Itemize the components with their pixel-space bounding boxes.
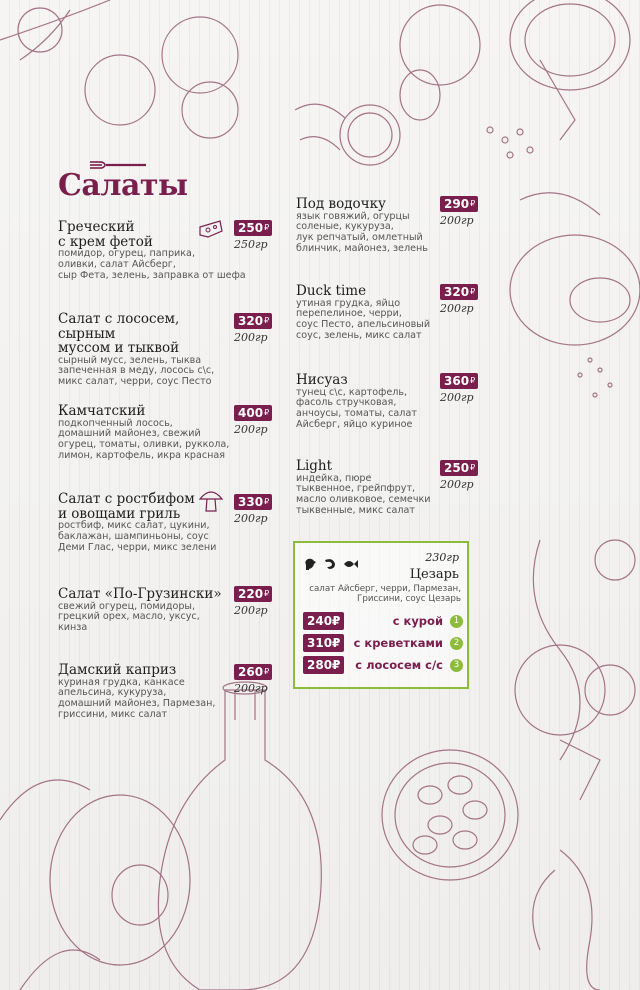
- caesar-option: [303, 656, 463, 674]
- item-name: Греческий с крем фетой: [58, 219, 153, 250]
- item-description: куриная грудка, канкасе апельсина, кукуруза, домашний майонез, Пармезан, гриссини, микс салат: [58, 676, 216, 720]
- item-weight: 200гр: [234, 682, 268, 695]
- currency-sign: ₽: [264, 589, 270, 598]
- currency-sign: ₽: [470, 376, 476, 385]
- price-badge: [440, 196, 478, 212]
- fish-icon: [343, 557, 359, 571]
- item-name: Под водочку: [296, 196, 386, 212]
- price-badge: [234, 494, 272, 510]
- currency-sign: ₽: [264, 497, 270, 506]
- item-description: тунец с\с, картофель, фасоль стручковая, анчоусы, томаты, салат Айсберг, яйцо куриное: [296, 386, 417, 430]
- item-description: язык говяжий, огурцы соленые, кукуруза, лук репчатый, омлетный блинчик, майонез, зелень: [296, 210, 428, 254]
- menu-item: [296, 284, 441, 342]
- currency-sign: ₽: [470, 287, 476, 296]
- item-weight: 200гр: [440, 214, 474, 227]
- price-badge: [234, 586, 272, 602]
- price-value: 260: [238, 665, 264, 679]
- item-description: свежий огурец, помидоры, грецкий орех, масло, уксус, кинза: [58, 600, 200, 634]
- option-price: 280₽: [303, 656, 344, 674]
- price-badge: [234, 664, 272, 680]
- option-number-badge: 2: [450, 637, 463, 650]
- currency-sign: ₽: [264, 223, 270, 232]
- item-weight: 200гр: [234, 604, 268, 617]
- option-number-badge: 3: [450, 659, 463, 672]
- price-value: 250: [238, 221, 264, 235]
- caesar-name: Цезарь: [409, 567, 459, 582]
- menu-item: [58, 663, 238, 721]
- price-value: 290: [444, 197, 470, 211]
- price-badge: [440, 284, 478, 300]
- option-price: 240₽: [303, 612, 344, 630]
- price-value: 400: [238, 406, 264, 420]
- option-price: 310₽: [303, 634, 344, 652]
- item-weight: 200гр: [440, 302, 474, 315]
- price-value: 220: [238, 587, 264, 601]
- mushroom-icon: [197, 487, 225, 513]
- protein-icons: [303, 557, 359, 571]
- menu-item: [58, 404, 238, 462]
- chicken-icon: [303, 557, 317, 571]
- currency-sign: ₽: [470, 463, 476, 472]
- caesar-description: салат Айсберг, черри, Пармезан, Гриссини, соус Цезарь: [309, 584, 461, 604]
- caesar-option: [303, 612, 463, 630]
- option-label: с курой: [392, 614, 443, 628]
- item-weight: 200гр: [440, 391, 474, 404]
- currency-sign: ₽: [264, 408, 270, 417]
- item-weight: 250гр: [234, 238, 268, 251]
- currency-sign: ₽: [264, 667, 270, 676]
- shrimp-icon: [323, 557, 337, 571]
- menu-item: [296, 197, 441, 255]
- item-weight: 200гр: [440, 478, 474, 491]
- item-description: подкопченный лосось, домашний майонез, свежий огурец, томаты, оливки, руккола, лимон, картофель, икра красная: [58, 417, 230, 461]
- item-name: Камчатский: [58, 403, 146, 419]
- item-weight: 200гр: [234, 331, 268, 344]
- item-weight: 200гр: [234, 423, 268, 436]
- price-value: 360: [444, 374, 470, 388]
- price-badge: [234, 405, 272, 421]
- menu-item: [58, 312, 233, 388]
- item-name: Салат с лососем, сырным муссом и тыквой: [58, 311, 180, 356]
- price-value: 330: [238, 495, 264, 509]
- menu-item: [296, 459, 441, 517]
- menu-item: [296, 373, 441, 431]
- menu-item: [58, 220, 258, 281]
- menu-item: [58, 587, 233, 634]
- price-badge: [440, 373, 478, 389]
- caesar-weight: 230гр: [425, 551, 459, 564]
- item-description: утиная грудка, яйцо перепелиное, черри, соус Песто, апельсиновый соус, зелень, микс салат: [296, 297, 431, 341]
- currency-sign: ₽: [264, 316, 270, 325]
- price-value: 250: [444, 461, 470, 475]
- cheese-icon: [198, 217, 224, 239]
- caesar-option: [303, 634, 463, 652]
- item-name: Light: [296, 458, 333, 474]
- item-name: Салат «По-Грузински»: [58, 586, 222, 602]
- item-name: Салат с ростбифом и овощами гриль: [58, 491, 195, 522]
- caesar-box: [293, 541, 469, 689]
- price-badge: [440, 460, 478, 476]
- item-weight: 200гр: [234, 512, 268, 525]
- page-title: Салаты: [58, 168, 188, 203]
- price-value: 320: [238, 314, 264, 328]
- item-name: Нисуаз: [296, 372, 348, 388]
- price-badge: [234, 313, 272, 329]
- item-name: Duck time: [296, 283, 367, 299]
- item-description: помидор, огурец, паприка, оливки, салат Айсберг, сыр Фета, зелень, заправка от шефа: [58, 248, 246, 281]
- option-label: с лососем с/с: [355, 658, 443, 672]
- price-value: 320: [444, 285, 470, 299]
- option-number-badge: 1: [450, 615, 463, 628]
- item-description: сырный мусс, зелень, тыква запеченная в меду, лосось с\с, микс салат, черри, соус Песто: [58, 354, 215, 388]
- currency-sign: ₽: [470, 199, 476, 208]
- item-description: ростбиф, микс салат, цукини, баклажан, шампиньоны, соус Деми Глас, черри, микс зелени: [58, 520, 217, 553]
- item-description: индейка, пюре тыквенное, грейпфрут, масло оливковое, семечки тыквенные, микс салат: [296, 472, 431, 516]
- price-badge: [234, 220, 272, 236]
- item-name: Дамский каприз: [58, 662, 177, 678]
- option-label: с креветками: [353, 636, 443, 650]
